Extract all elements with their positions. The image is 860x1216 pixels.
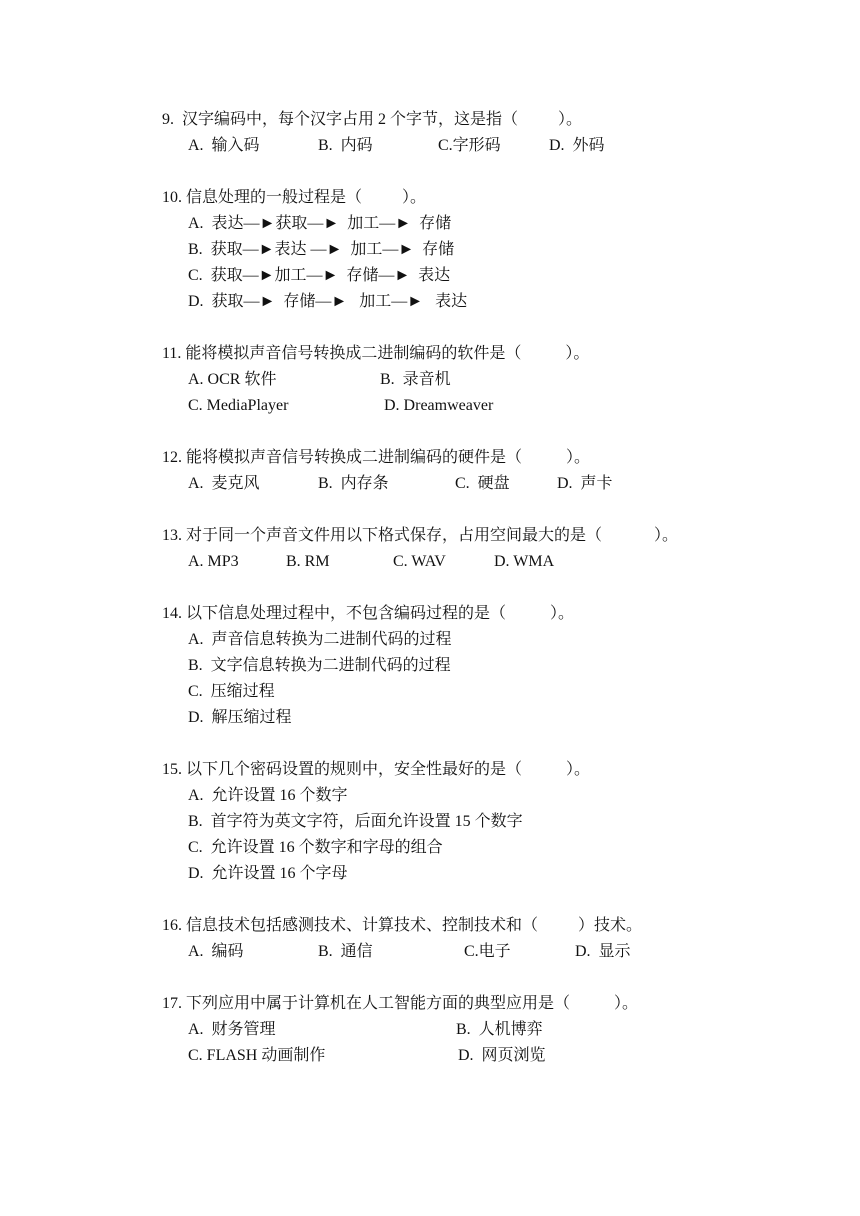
question-11-option-a: A. OCR 软件 xyxy=(188,371,277,388)
question-13-stem: 13. 对于同一个声音文件用以下格式保存，占用空间最大的是（ ）。 xyxy=(162,527,679,544)
question-9-option-c: C.字形码 xyxy=(438,137,501,154)
question-11-option-c: C. MediaPlayer xyxy=(188,397,289,414)
question-13-option-a: A. MP3 xyxy=(188,553,239,570)
question-16-option-b: B. 通信 xyxy=(318,943,373,960)
question-11-stem: 11. 能将模拟声音信号转换成二进制编码的软件是（ ）。 xyxy=(162,345,590,362)
question-9-option-a: A. 输入码 xyxy=(188,137,260,154)
question-17-option-b: B. 人机博弈 xyxy=(456,1021,543,1038)
question-15-option-c: C. 允许设置 16 个数字和字母的组合 xyxy=(188,839,443,856)
question-10-option-a: A. 表达—►获取—► 加工—► 存储 xyxy=(188,215,452,232)
question-16-option-d: D. 显示 xyxy=(575,943,631,960)
question-15-stem: 15. 以下几个密码设置的规则中，安全性最好的是（ ）。 xyxy=(162,761,591,778)
question-14-stem: 14. 以下信息处理过程中，不包含编码过程的是（ ）。 xyxy=(162,605,575,622)
question-12-option-a: A. 麦克风 xyxy=(188,475,260,492)
question-15-option-d: D. 允许设置 16 个字母 xyxy=(188,865,348,882)
question-16-option-a: A. 编码 xyxy=(188,943,244,960)
question-12-option-d: D. 声卡 xyxy=(557,475,613,492)
question-14-option-b: B. 文字信息转换为二进制代码的过程 xyxy=(188,657,451,674)
question-16-option-c: C.电子 xyxy=(464,943,511,960)
question-10-stem: 10. 信息处理的一般过程是（ ）。 xyxy=(162,189,427,206)
question-13-option-c: C. WAV xyxy=(393,553,446,570)
question-17-option-d: D. 网页浏览 xyxy=(458,1047,546,1064)
question-11-option-b: B. 录音机 xyxy=(380,371,451,388)
question-17-option-a: A. 财务管理 xyxy=(188,1021,276,1038)
question-15-option-a: A. 允许设置 16 个数字 xyxy=(188,787,348,804)
question-14-option-a: A. 声音信息转换为二进制代码的过程 xyxy=(188,631,452,648)
question-13-option-b: B. RM xyxy=(286,553,330,570)
question-11-option-d: D. Dreamweaver xyxy=(384,397,494,414)
question-9-stem: 9. 汉字编码中，每个汉字占用 2 个字节，这是指（ ）。 xyxy=(162,111,583,128)
question-17-option-c: C. FLASH 动画制作 xyxy=(188,1047,326,1064)
question-12-option-b: B. 内存条 xyxy=(318,475,389,492)
question-14-option-c: C. 压缩过程 xyxy=(188,683,275,700)
question-12-stem: 12. 能将模拟声音信号转换成二进制编码的硬件是（ ）。 xyxy=(162,449,591,466)
question-10-option-d: D. 获取—► 存储—► 加工—► 表达 xyxy=(188,293,468,310)
question-17-stem: 17. 下列应用中属于计算机在人工智能方面的典型应用是（ ）。 xyxy=(162,995,639,1012)
question-15-option-b: B. 首字符为英文字符，后面允许设置 15 个数字 xyxy=(188,813,523,830)
question-12-option-c: C. 硬盘 xyxy=(455,475,510,492)
question-10-option-b: B. 获取—►表达 —► 加工—► 存储 xyxy=(188,241,455,258)
question-9-option-d: D. 外码 xyxy=(549,137,605,154)
question-13-option-d: D. WMA xyxy=(494,553,555,570)
question-16-stem: 16. 信息技术包括感测技术、计算技术、控制技术和（ ）技术。 xyxy=(162,917,643,934)
question-9-option-b: B. 内码 xyxy=(318,137,373,154)
question-14-option-d: D. 解压缩过程 xyxy=(188,709,292,726)
question-10-option-c: C. 获取—►加工—► 存储—► 表达 xyxy=(188,267,451,284)
